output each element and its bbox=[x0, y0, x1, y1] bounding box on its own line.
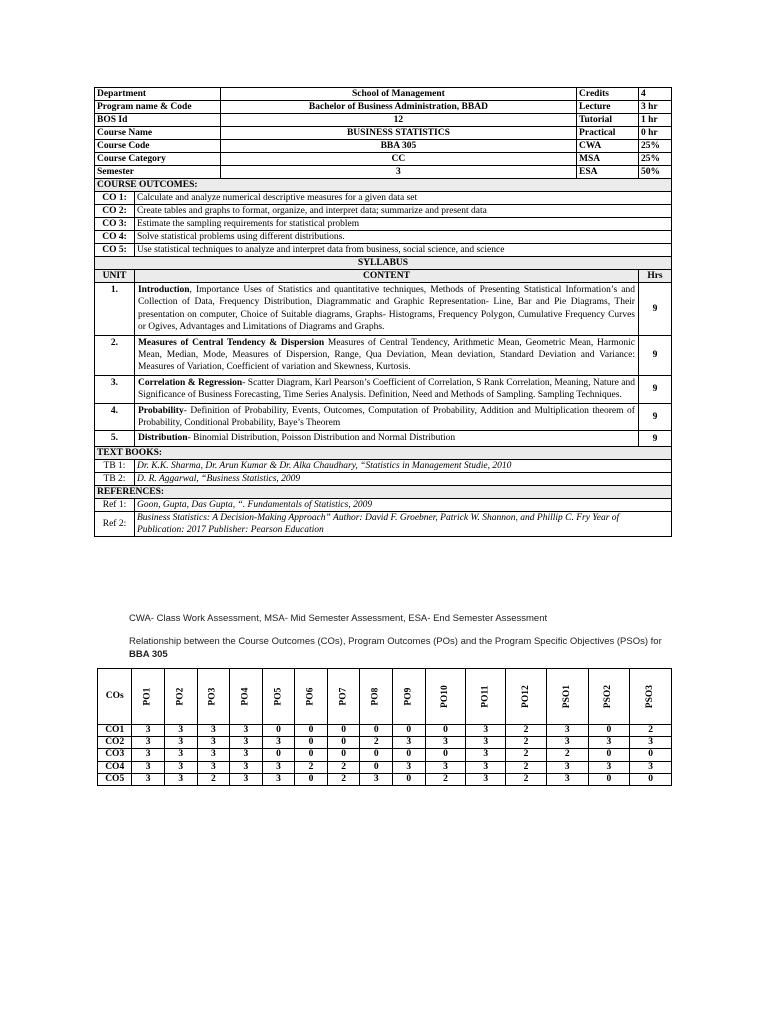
unit-content bbox=[134, 283, 638, 336]
mapping-value: 0 bbox=[425, 749, 466, 761]
mapping-value: 3 bbox=[466, 725, 506, 737]
outcome-column-header bbox=[164, 669, 197, 725]
syllabus-unit-row bbox=[95, 283, 672, 336]
credit-value: 25% bbox=[638, 140, 671, 153]
unit-content bbox=[134, 375, 638, 403]
info-row bbox=[95, 153, 672, 166]
outcome-column-header bbox=[425, 669, 466, 725]
info-row bbox=[95, 166, 672, 179]
outcome-column-label: PSO2 bbox=[603, 684, 614, 709]
unit-number: 4. bbox=[95, 403, 135, 431]
mapping-value: 0 bbox=[262, 749, 295, 761]
unit-content bbox=[134, 403, 638, 431]
outcome-column-header bbox=[132, 669, 165, 725]
credit-value: 4 bbox=[638, 88, 671, 101]
reference-text: Business Statistics: A Decision-Making Approach” Author: David F. Groebner, Patrick W. Shannon, and Phillip C. Fry Year of Publication: 2017 Publisher: Pearson Education bbox=[134, 511, 671, 536]
mapping-value: 2 bbox=[546, 749, 588, 761]
unit-hours: 9 bbox=[638, 335, 671, 375]
info-label: Semester bbox=[95, 166, 221, 179]
syllabus-unit-row bbox=[95, 403, 672, 431]
mapping-value: 0 bbox=[588, 725, 630, 737]
reference-heading-row bbox=[95, 485, 672, 498]
mapping-row bbox=[98, 749, 672, 761]
unit-description: - Binomial Distribution, Poisson Distribution and Normal Distribution bbox=[187, 433, 456, 444]
unit-title: Measures of Central Tendency & Dispersion bbox=[137, 337, 325, 348]
unit-number: 5. bbox=[95, 431, 135, 446]
outcome-column-header bbox=[360, 669, 393, 725]
outcome-column-header bbox=[230, 669, 263, 725]
info-label: Department bbox=[95, 88, 221, 101]
mapping-value: 2 bbox=[360, 737, 393, 749]
textbook-label: TB 2: bbox=[95, 472, 135, 485]
mapping-value: 3 bbox=[425, 761, 466, 773]
info-row bbox=[95, 101, 672, 114]
mapping-value: 3 bbox=[466, 749, 506, 761]
co-label: CO5 bbox=[98, 773, 132, 785]
unit-description: Measures of Central Tendency, Arithmetic Mean, Geometric Mean, Harmonic Mean, Median, Mode, Measures of Dispersion, Range, Qua Deviation, Mean deviation, Standard Deviation and Variance: Measures of Variation, Coefficient of variation and Skewness, Kurtosis. bbox=[137, 337, 635, 373]
co-label: CO4 bbox=[98, 761, 132, 773]
mapping-value: 3 bbox=[164, 725, 197, 737]
reference-text: Goon, Gupta, Das Gupta, “. Fundamentals of Statistics, 2009 bbox=[134, 498, 671, 511]
outcome-label: CO 1: bbox=[95, 192, 135, 205]
outcome-text: Calculate and analyze numerical descriptive measures for a given data set bbox=[134, 192, 671, 205]
mapping-row bbox=[98, 725, 672, 737]
mapping-value: 3 bbox=[132, 749, 165, 761]
mapping-value: 2 bbox=[327, 773, 360, 785]
outcome-column-header bbox=[630, 669, 672, 725]
credit-label: Practical bbox=[577, 127, 639, 140]
outcome-row bbox=[95, 192, 672, 205]
outcomes-heading: COURSE OUTCOMES: bbox=[95, 179, 672, 192]
info-label: Course Category bbox=[95, 153, 221, 166]
mapping-value: 3 bbox=[393, 761, 426, 773]
mapping-value: 0 bbox=[262, 725, 295, 737]
info-value: Bachelor of Business Administration, BBAD bbox=[220, 101, 576, 114]
syllabus-unit-row bbox=[95, 431, 672, 446]
unit-number: 1. bbox=[95, 283, 135, 336]
syllabus-section bbox=[95, 257, 672, 447]
course-details-table bbox=[94, 87, 672, 537]
content-column-header: CONTENT bbox=[134, 270, 638, 283]
outcome-column-label: PO5 bbox=[272, 687, 283, 706]
info-label: Program name & Code bbox=[95, 101, 221, 114]
mapping-value: 0 bbox=[327, 725, 360, 737]
mapping-value: 0 bbox=[295, 773, 328, 785]
textbook-heading-row bbox=[95, 446, 672, 459]
outcome-column-label: PO11 bbox=[480, 685, 491, 708]
mapping-value: 0 bbox=[360, 761, 393, 773]
mapping-value: 2 bbox=[506, 761, 547, 773]
co-po-mapping-table bbox=[97, 668, 672, 786]
mapping-value: 3 bbox=[230, 773, 263, 785]
outcome-label: CO 2: bbox=[95, 205, 135, 218]
outcome-column-header bbox=[295, 669, 328, 725]
reference-label: Ref 2: bbox=[95, 511, 135, 536]
info-value: BBA 305 bbox=[220, 140, 576, 153]
outcome-column-label: PO12 bbox=[520, 685, 531, 708]
textbook-row bbox=[95, 472, 672, 485]
info-row bbox=[95, 127, 672, 140]
outcome-column-label: PO6 bbox=[305, 687, 316, 706]
mapping-value: 3 bbox=[230, 737, 263, 749]
mapping-value: 0 bbox=[588, 749, 630, 761]
credit-label: ESA bbox=[577, 166, 639, 179]
outcome-column-header bbox=[466, 669, 506, 725]
relationship-caption bbox=[129, 636, 669, 661]
mapping-value: 0 bbox=[630, 773, 672, 785]
outcome-text: Solve statistical problems using different distributions. bbox=[134, 231, 671, 244]
syllabus-heading-row bbox=[95, 257, 672, 270]
mapping-value: 3 bbox=[630, 761, 672, 773]
mapping-value: 2 bbox=[506, 725, 547, 737]
mapping-value: 3 bbox=[466, 737, 506, 749]
mapping-value: 2 bbox=[506, 773, 547, 785]
unit-title: Distribution bbox=[137, 433, 188, 444]
outcome-column-header bbox=[506, 669, 547, 725]
mapping-value: 3 bbox=[132, 761, 165, 773]
mapping-value: 2 bbox=[197, 773, 230, 785]
mapping-value: 0 bbox=[360, 725, 393, 737]
textbook-label: TB 1: bbox=[95, 459, 135, 472]
outcome-column-label: PO1 bbox=[142, 687, 153, 706]
unit-hours: 9 bbox=[638, 403, 671, 431]
mapping-value: 3 bbox=[546, 737, 588, 749]
mapping-value: 3 bbox=[466, 773, 506, 785]
outcome-row bbox=[95, 218, 672, 231]
mapping-row bbox=[98, 761, 672, 773]
info-value: School of Management bbox=[220, 88, 576, 101]
credit-value: 25% bbox=[638, 153, 671, 166]
outcome-text: Create tables and graphs to format, organize, and interpret data; summarize and present data bbox=[134, 205, 671, 218]
textbook-text: D. R. Aggarwal, “Business Statistics, 2009 bbox=[134, 472, 671, 485]
outcome-column-label: PO2 bbox=[175, 687, 186, 706]
mapping-value: 3 bbox=[360, 773, 393, 785]
syllabus-heading: SYLLABUS bbox=[95, 257, 672, 270]
co-label: CO1 bbox=[98, 725, 132, 737]
co-label: CO2 bbox=[98, 737, 132, 749]
info-value: 12 bbox=[220, 114, 576, 127]
unit-number: 2. bbox=[95, 335, 135, 375]
unit-description: - Definition of Probability, Events, Outcomes, Computation of Probability, Addition and Multiplication theorem of Probability, Conditional Probability, Baye’s Theorem bbox=[137, 405, 635, 429]
mapping-value: 3 bbox=[132, 773, 165, 785]
outcome-column-label: PSO1 bbox=[561, 684, 572, 709]
mapping-value: 0 bbox=[425, 725, 466, 737]
info-label: Course Name bbox=[95, 127, 221, 140]
outcome-label: CO 3: bbox=[95, 218, 135, 231]
mapping-value: 2 bbox=[506, 749, 547, 761]
info-row bbox=[95, 88, 672, 101]
info-row bbox=[95, 114, 672, 127]
outcome-row bbox=[95, 244, 672, 257]
mapping-value: 3 bbox=[164, 773, 197, 785]
mapping-row bbox=[98, 773, 672, 785]
info-value: BUSINESS STATISTICS bbox=[220, 127, 576, 140]
unit-description: - Scatter Diagram, Karl Pearson’s Coefficient of Correlation, S Rank Correlation, Meaning, Nature and Significance of Business Forecasting, Time Series Analysis. Definition, Need and Methods of Sampling. Sampling Techniques. bbox=[137, 377, 635, 401]
unit-content bbox=[134, 335, 638, 375]
mapping-value: 2 bbox=[295, 761, 328, 773]
mapping-value: 3 bbox=[546, 725, 588, 737]
info-row bbox=[95, 140, 672, 153]
mapping-value: 3 bbox=[546, 761, 588, 773]
mapping-value: 3 bbox=[132, 737, 165, 749]
mapping-value: 3 bbox=[197, 737, 230, 749]
syllabus-unit-row bbox=[95, 335, 672, 375]
mapping-row bbox=[98, 737, 672, 749]
mapping-value: 3 bbox=[262, 737, 295, 749]
info-value: CC bbox=[220, 153, 576, 166]
unit-hours: 9 bbox=[638, 431, 671, 446]
credit-label: MSA bbox=[577, 153, 639, 166]
mapping-value: 3 bbox=[588, 761, 630, 773]
mapping-value: 2 bbox=[425, 773, 466, 785]
unit-title: Correlation & Regression bbox=[137, 377, 243, 388]
credit-value: 1 hr bbox=[638, 114, 671, 127]
mapping-value: 3 bbox=[230, 749, 263, 761]
outcome-column-label: PO9 bbox=[403, 687, 414, 706]
mapping-value: 3 bbox=[546, 773, 588, 785]
mapping-value: 3 bbox=[425, 737, 466, 749]
textbook-heading: TEXT BOOKS: bbox=[95, 446, 672, 459]
reference-row bbox=[95, 511, 672, 536]
outcome-column-header bbox=[327, 669, 360, 725]
info-value: 3 bbox=[220, 166, 576, 179]
credit-value: 3 hr bbox=[638, 101, 671, 114]
mapping-value: 0 bbox=[588, 773, 630, 785]
mapping-value: 3 bbox=[197, 761, 230, 773]
outcome-column-label: PO10 bbox=[439, 685, 450, 708]
unit-number: 3. bbox=[95, 375, 135, 403]
outcome-text: Use statistical techniques to analyze and interpret data from business, social science, and science bbox=[134, 244, 671, 257]
mapping-value: 3 bbox=[164, 749, 197, 761]
reference-label: Ref 1: bbox=[95, 498, 135, 511]
mapping-value: 3 bbox=[230, 725, 263, 737]
info-label: Course Code bbox=[95, 140, 221, 153]
mapping-value: 3 bbox=[132, 725, 165, 737]
syllabus-unit-row bbox=[95, 375, 672, 403]
mapping-value: 3 bbox=[262, 773, 295, 785]
mapping-value: 3 bbox=[197, 749, 230, 761]
mapping-value: 0 bbox=[295, 737, 328, 749]
outcome-column-header bbox=[393, 669, 426, 725]
unit-title: Introduction bbox=[137, 285, 190, 295]
outcome-label: CO 5: bbox=[95, 244, 135, 257]
mapping-value: 2 bbox=[327, 761, 360, 773]
credit-value: 0 hr bbox=[638, 127, 671, 140]
credit-value: 50% bbox=[638, 166, 671, 179]
mapping-value: 0 bbox=[393, 725, 426, 737]
outcome-text: Estimate the sampling requirements for statistical problem bbox=[134, 218, 671, 231]
mapping-value: 0 bbox=[393, 749, 426, 761]
mapping-value: 0 bbox=[393, 773, 426, 785]
mapping-value: 0 bbox=[295, 749, 328, 761]
credit-label: Credits bbox=[577, 88, 639, 101]
info-label: BOS Id bbox=[95, 114, 221, 127]
hrs-column-header: Hrs bbox=[638, 270, 671, 283]
reference-heading: REFERENCES: bbox=[95, 485, 672, 498]
unit-title: Probability bbox=[137, 405, 184, 416]
outcome-column-header bbox=[546, 669, 588, 725]
outcome-column-header bbox=[262, 669, 295, 725]
mapping-value: 2 bbox=[630, 725, 672, 737]
textbook-row bbox=[95, 459, 672, 472]
mapping-value: 3 bbox=[164, 761, 197, 773]
syllabus-column-header-row bbox=[95, 270, 672, 283]
unit-hours: 9 bbox=[638, 283, 671, 336]
credit-label: CWA bbox=[577, 140, 639, 153]
mapping-value: 0 bbox=[327, 749, 360, 761]
credit-label: Lecture bbox=[577, 101, 639, 114]
mapping-value: 0 bbox=[327, 737, 360, 749]
cos-header: COs bbox=[98, 669, 132, 725]
textbook-text: Dr. K.K. Sharma, Dr. Arun Kumar & Dr. Alka Chaudhary, “Statistics in Management Studie, 2010 bbox=[134, 459, 671, 472]
mapping-value: 3 bbox=[262, 761, 295, 773]
mapping-value: 0 bbox=[295, 725, 328, 737]
unit-description: , Importance Uses of Statistics and quantitative techniques, Methods of Presenting Statistical Information’s and Collection of Data, Frequency Distribution, Diagrammatic and Graphic Representation- Line, Bar and Pie Diagrams, Their presentation on computer, Choice of Suitable diagrams, Graphs- Histograms, Frequency Polygon, Cumulative Frequency Curves or Ogives, Advantages and Limitations of Diagrams and Graphs. bbox=[137, 285, 635, 333]
outcome-column-label: PSO3 bbox=[645, 684, 655, 709]
relationship-text: Relationship between the Course Outcomes (COs), Program Outcomes (POs) and the Program Specific Objectives (PSOs) for bbox=[129, 636, 662, 647]
outcome-column-label: PO4 bbox=[240, 687, 251, 706]
mapping-value: 3 bbox=[466, 761, 506, 773]
mapping-value: 3 bbox=[164, 737, 197, 749]
outcome-column-label: PO3 bbox=[207, 687, 218, 706]
mapping-value: 3 bbox=[588, 737, 630, 749]
outcome-column-label: PO8 bbox=[370, 687, 381, 706]
co-label: CO3 bbox=[98, 749, 132, 761]
course-info-section bbox=[95, 88, 672, 179]
mapping-value: 3 bbox=[630, 737, 672, 749]
textbooks-section bbox=[95, 446, 672, 485]
outcome-row bbox=[95, 205, 672, 218]
references-section bbox=[95, 485, 672, 536]
mapping-value: 3 bbox=[197, 725, 230, 737]
credit-label: Tutorial bbox=[577, 114, 639, 127]
mapping-value: 2 bbox=[506, 737, 547, 749]
outcome-column-label: PO7 bbox=[338, 687, 349, 706]
assessment-footnote: CWA- Class Work Assessment, MSA- Mid Semester Assessment, ESA- End Semester Assessment bbox=[129, 613, 548, 624]
outcome-label: CO 4: bbox=[95, 231, 135, 244]
outcome-column-header bbox=[197, 669, 230, 725]
mapping-value: 0 bbox=[360, 749, 393, 761]
course-outcomes-section bbox=[95, 179, 672, 257]
mapping-value: 0 bbox=[630, 749, 672, 761]
relationship-course-code: BBA 305 bbox=[129, 648, 168, 660]
outcomes-heading-row bbox=[95, 179, 672, 192]
unit-hours: 9 bbox=[638, 375, 671, 403]
mapping-value: 3 bbox=[230, 761, 263, 773]
mapping-value: 3 bbox=[393, 737, 426, 749]
unit-content bbox=[134, 431, 638, 446]
unit-column-header: UNIT bbox=[95, 270, 135, 283]
outcome-row bbox=[95, 231, 672, 244]
outcome-column-header bbox=[588, 669, 630, 725]
reference-row bbox=[95, 498, 672, 511]
